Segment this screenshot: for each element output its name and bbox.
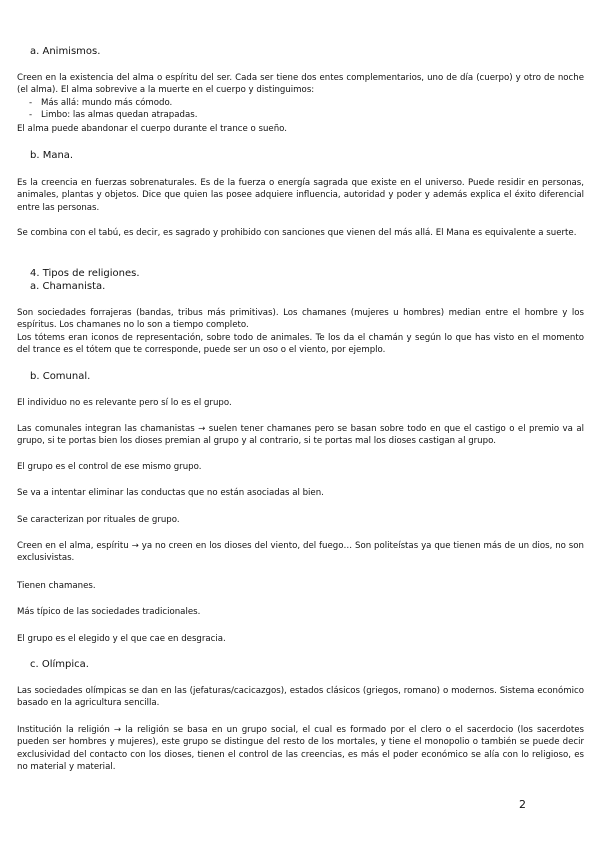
paragraph-animismos-1: Creen en la existencia del alma o espíritu del ser. Cada ser tiene dos entes complementarios, uno de día (cuerpo) y otro de noche (el alma). El alma sobrevive a la muerte en el cuerpo y distinguimos: bbox=[17, 73, 584, 96]
paragraph-comunal-8: Más típico de las sociedades tradicionales. bbox=[17, 607, 201, 617]
bullet-item: - Limbo: las almas quedan atrapadas. bbox=[29, 109, 197, 121]
heading-mana: b. Mana. bbox=[30, 150, 74, 161]
paragraph-olimpica-2: Institución la religión → la religión se basa en un grupo social, el cual es formado por el clero o el sacerdocio (los sacerdotes pueden ser hombres y mujeres), este grupo se distingue del resto de los mortales, y tiene el monopolio o también se puede decir exclusividad del contacto con los dioses, tienen el control de las creencias, es más el poder económico se alía con lo religioso, es no material y material. bbox=[17, 725, 584, 772]
paragraph-comunal-9: El grupo es el elegido y el que cae en desgracia. bbox=[17, 634, 226, 644]
heading-olimpica: c. Olímpica. bbox=[30, 659, 89, 670]
paragraph-comunal-6: Creen en el alma, espíritu → ya no creen en los dioses del viento, del fuego… Son politeístas ya que tienen más de un dios, no son exclusivistas. bbox=[17, 541, 584, 564]
animismos-bullet-list bbox=[29, 97, 197, 122]
paragraph-chamanista-1: Son sociedades forrajeras (bandas, tribus más primitivas). Los chamanes (mujeres u hombres) median entre el hombre y los espíritus. Los chamanes no lo son a tiempo completo. bbox=[17, 308, 584, 331]
paragraph-comunal-4: Se va a intentar eliminar las conductas que no están asociadas al bien. bbox=[17, 488, 324, 498]
heading-tipos-religiones: 4. Tipos de religiones. bbox=[30, 268, 140, 279]
paragraph-comunal-3: El grupo es el control de ese mismo grupo. bbox=[17, 462, 202, 472]
paragraph-comunal-5: Se caracterizan por rituales de grupo. bbox=[17, 515, 180, 525]
bullet-item: - Más allá: mundo más cómodo. bbox=[29, 97, 197, 109]
paragraph-comunal-7: Tienen chamanes. bbox=[17, 581, 96, 591]
page-number: 2 bbox=[519, 798, 526, 811]
heading-chamanista: a. Chamanista. bbox=[30, 281, 106, 292]
paragraph-comunal-2: Las comunales integran las chamanistas → suelen tener chamanes pero se basan sobre todo en que el castigo o el premio va al grupo, si te portas bien los dioses premian al grupo y al contrario, si te portas mal los dioses castigan al grupo. bbox=[17, 424, 584, 447]
paragraph-olimpica-1: Las sociedades olímpicas se dan en las (jefaturas/cacicazgos), estados clásicos (griegos, romano) o modernos. Sistema económico basado en la agricultura sencilla. bbox=[17, 686, 584, 709]
paragraph-mana-2: Se combina con el tabú, es decir, es sagrado y prohibido con sanciones que vienen del más allá. El Mana es equivalente a suerte. bbox=[17, 228, 577, 238]
heading-animismos: a. Animismos. bbox=[30, 46, 101, 57]
paragraph-mana-1: Es la creencia en fuerzas sobrenaturales. Es de la fuerza o energía sagrada que existe en el universo. Puede residir en personas, animales, plantas y objetos. Dice que quien las posee adquiere influencia, autoridad y poder y además explica el éxito diferencial entre las personas. bbox=[17, 178, 584, 213]
paragraph-chamanista-2: Los tótems eran iconos de representación, sobre todo de animales. Te los da el chamán y según lo que has visto en el momento del trance es el tótem que te corresponde, puede ser un oso o el viento, por ejemplo. bbox=[17, 333, 584, 356]
paragraph-comunal-1: El individuo no es relevante pero sí lo es el grupo. bbox=[17, 398, 232, 408]
paragraph-animismos-2: El alma puede abandonar el cuerpo durante el trance o sueño. bbox=[17, 124, 287, 134]
heading-comunal: b. Comunal. bbox=[30, 371, 91, 382]
